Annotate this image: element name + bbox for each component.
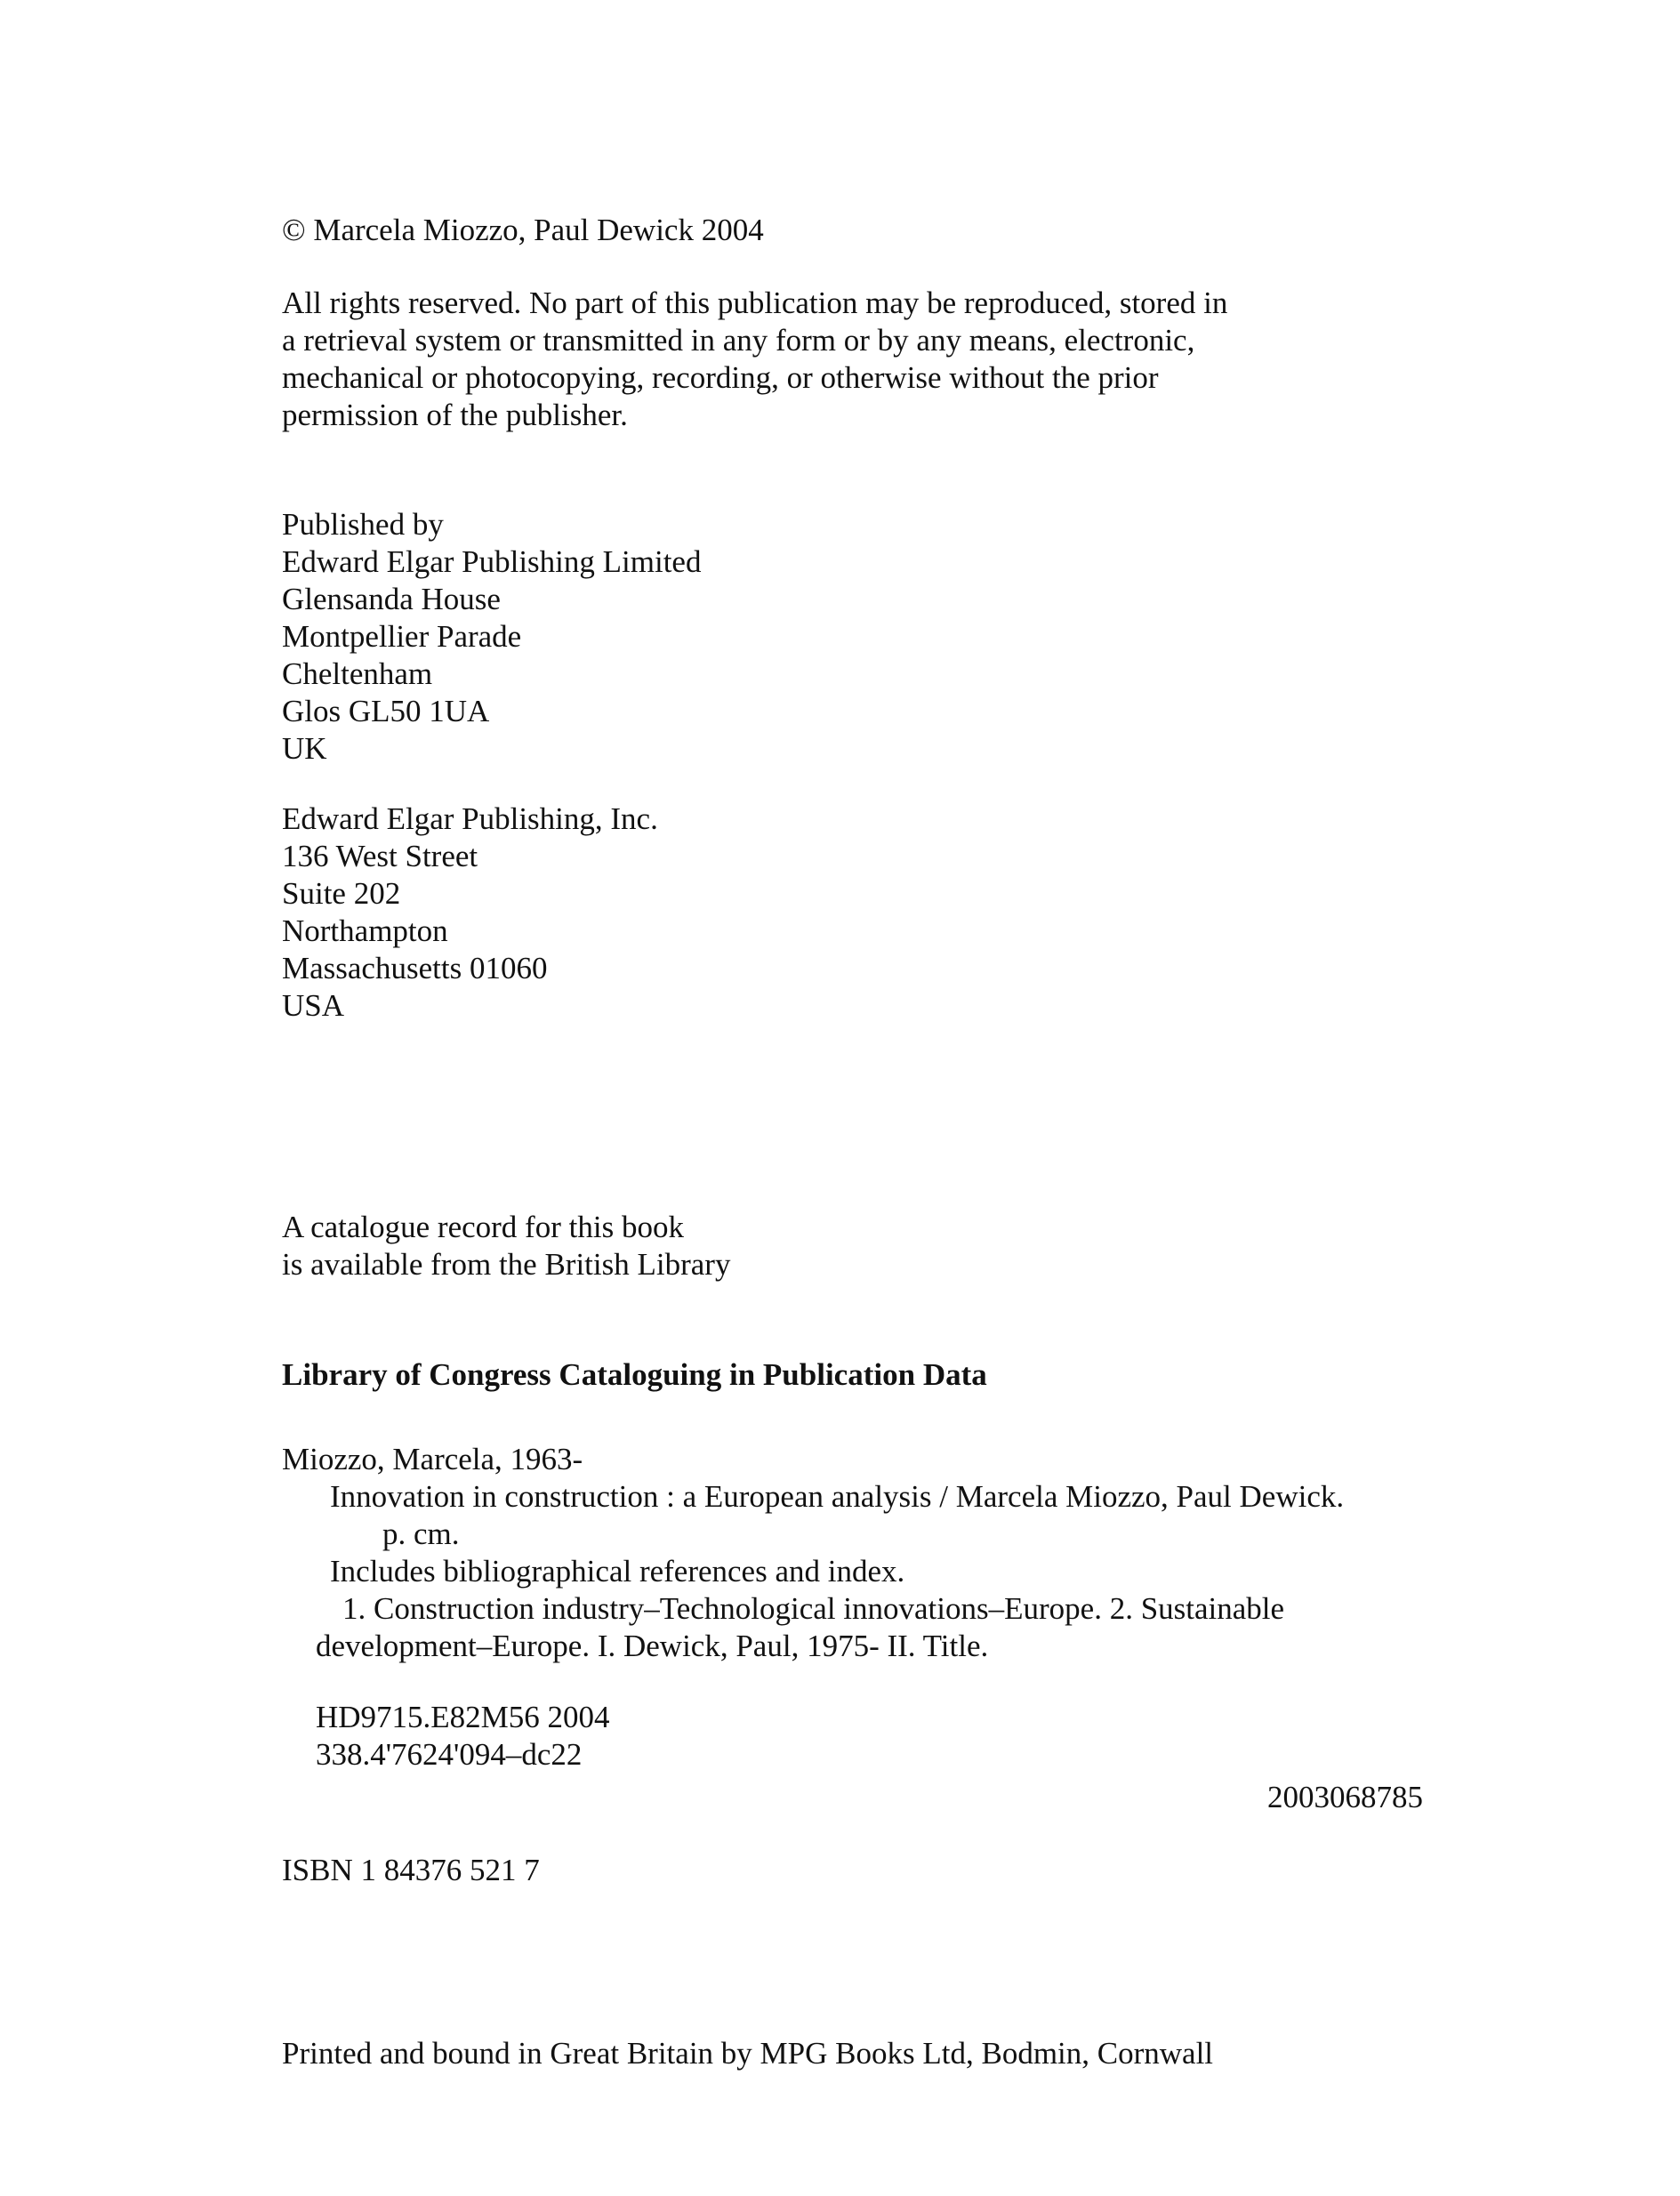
rights-line: a retrieval system or transmitted in any form or by any means, electronic,: [282, 323, 1195, 358]
cip-notes: Includes bibliographical references and index.: [330, 1554, 905, 1589]
publisher-us-address: [282, 800, 658, 1025]
copyright-notice: [282, 212, 764, 249]
cip-lc-class: HD9715.E82M56 2004: [316, 1700, 610, 1734]
isbn-text: ISBN 1 84376 521 7: [282, 1853, 540, 1887]
printer-text: Printed and bound in Great Britain by MPG Books Ltd, Bodmin, Cornwall: [282, 2036, 1214, 2071]
publisher-uk-address: [282, 506, 701, 768]
address-line: Northampton: [282, 913, 448, 948]
cip-subjects: development–Europe. I. Dewick, Paul, 1975- II. Title.: [316, 1629, 989, 1663]
british-library-notice: [282, 1209, 730, 1283]
rights-line: permission of the publisher.: [282, 398, 628, 432]
cip-author: Miozzo, Marcela, 1963-: [282, 1442, 583, 1476]
rights-line: mechanical or photocopying, recording, or otherwise without the prior: [282, 360, 1159, 395]
address-line: Cheltenham: [282, 656, 433, 691]
cip-title: Innovation in construction : a European analysis / Marcela Miozzo, Paul Dewick.: [330, 1479, 1345, 1514]
cip-dewey: 338.4'7624'094–dc22: [316, 1737, 583, 1772]
address-line: Edward Elgar Publishing Limited: [282, 544, 702, 579]
address-line: UK: [282, 731, 327, 766]
cip-pages: p. cm.: [382, 1516, 460, 1551]
cip-subjects: 1. Construction industry–Technological innovations–Europe. 2. Sustainable: [342, 1591, 1285, 1626]
address-line: Montpellier Parade: [282, 619, 522, 654]
address-line: Suite 202: [282, 876, 401, 911]
copyright-line: © Marcela Miozzo, Paul Dewick 2004: [282, 213, 764, 247]
cip-classification: [282, 1699, 610, 1774]
loc-heading-text: Library of Congress Cataloguing in Publication Data: [282, 1357, 987, 1392]
loc-heading: [282, 1356, 987, 1394]
british-library-line: A catalogue record for this book: [282, 1210, 684, 1244]
cip-lccn: 2003068785: [1267, 1780, 1423, 1814]
address-line: Glos GL50 1UA: [282, 694, 490, 728]
address-line: Edward Elgar Publishing, Inc.: [282, 801, 658, 836]
cip-record: [282, 1441, 1344, 1665]
isbn: [282, 1852, 540, 1889]
address-line: Glensanda House: [282, 582, 501, 616]
printer-notice: [282, 2035, 1213, 2072]
address-line: Massachusetts 01060: [282, 951, 548, 985]
rights-line: All rights reserved. No part of this publication may be reproduced, stored in: [282, 286, 1228, 320]
address-line: Published by: [282, 507, 444, 542]
address-line: 136 West Street: [282, 839, 478, 873]
address-line: USA: [282, 988, 345, 1023]
rights-statement: [282, 285, 1227, 434]
british-library-line: is available from the British Library: [282, 1247, 731, 1282]
